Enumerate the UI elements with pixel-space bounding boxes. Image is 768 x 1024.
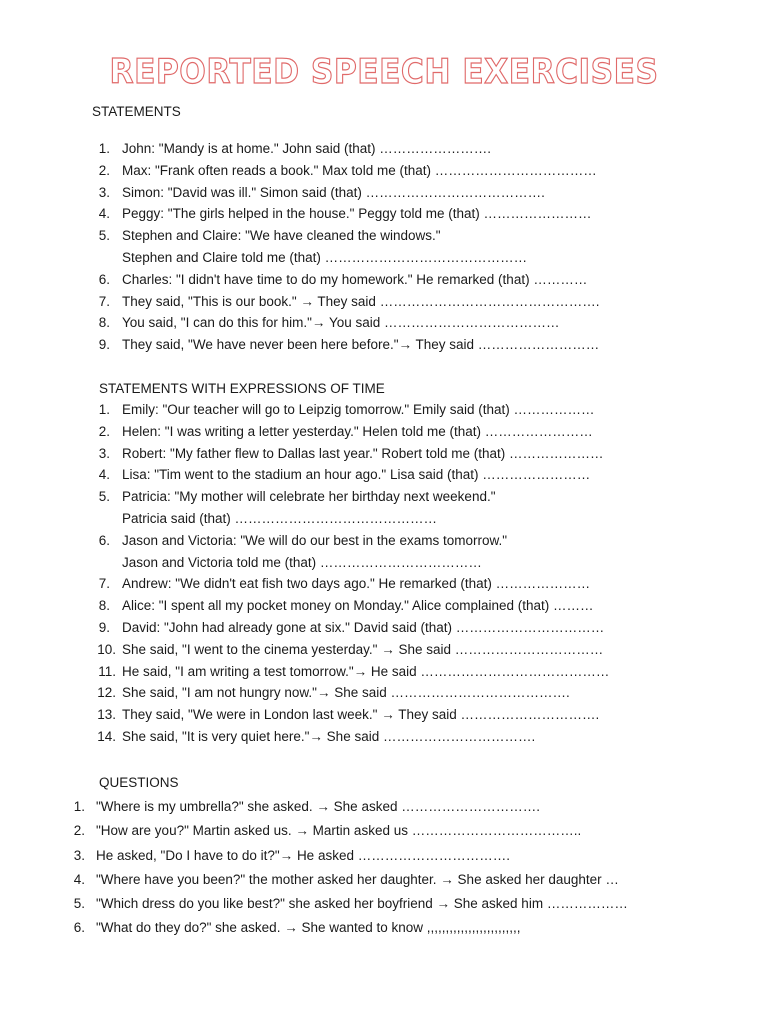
exercise-text [122, 443, 604, 465]
exercise-line: Simon: "David was ill." Simon said (that) …………………………………. [122, 184, 545, 200]
exercise-number: 1. [98, 402, 110, 417]
exercise-text [122, 160, 597, 182]
exercise-text [122, 486, 496, 530]
exercise-number: 11. [98, 663, 116, 679]
exercise-text [96, 795, 540, 819]
section-heading-time-expressions: STATEMENTS WITH EXPRESSIONS OF TIME [99, 381, 385, 396]
exercise-line: Lisa: "Tim went to the stadium an hour ago." Lisa said (that) …………………… [122, 467, 591, 483]
exercise-number: 9. [98, 619, 110, 635]
exercise-number: 6. [98, 532, 110, 548]
exercise-text [122, 421, 593, 443]
exercise-text [122, 704, 599, 726]
exercise-text [122, 334, 599, 356]
exercise-line: Robert: "My father flew to Dallas last year." Robert told me (that) ………………… [122, 445, 604, 461]
exercise-text [96, 868, 619, 892]
exercise-line: Patricia said (that) ……………………………………… [122, 510, 438, 526]
exercise-text [122, 399, 594, 421]
exercise-text [122, 182, 545, 204]
exercise-text [122, 269, 587, 291]
exercise-line: They said, "We were in London last week." → They said …………………………. [122, 707, 600, 723]
exercise-text [122, 464, 590, 486]
exercise-text [96, 844, 510, 868]
exercise-line: "How are you?" Martin asked us. → Martin asked us ……………………………….. [96, 823, 582, 839]
exercise-number: 14. [97, 728, 116, 744]
exercise-number: 1. [73, 799, 85, 814]
exercise-line: John: "Mandy is at home." John said (that) ……………………. [122, 141, 491, 156]
exercise-text [122, 138, 491, 160]
section-heading-statements: STATEMENTS [92, 104, 181, 119]
page-title: REPORTED SPEECH EXERCISES [109, 52, 659, 92]
exercise-line: Helen: "I was writing a letter yesterday." Helen told me (that) …………………… [122, 423, 593, 439]
exercise-text [122, 225, 527, 269]
exercise-number: 9. [98, 337, 110, 353]
exercise-line: Stephen and Claire: "We have cleaned the windows." [122, 228, 441, 244]
exercise-line: Max: "Frank often reads a book." Max told me (that) ……………………………… [122, 162, 597, 178]
exercise-number: 2. [73, 823, 85, 839]
exercise-line: She said, "I went to the cinema yesterday." → She said …………………………… [122, 641, 604, 657]
exercise-number: 12. [97, 685, 116, 701]
exercise-text [122, 617, 604, 639]
exercise-line: Peggy: "The girls helped in the house." Peggy told me (that) …………………… [122, 206, 592, 222]
exercise-line: Andrew: "We didn't eat fish two days ago." He remarked (that) ………………… [122, 576, 591, 592]
exercise-line: You said, "I can do this for him."→ You said ………………………………… [122, 315, 560, 331]
exercise-number: 2. [98, 423, 110, 439]
exercise-number: 5. [98, 228, 110, 244]
exercise-text [122, 530, 507, 574]
exercise-text [122, 291, 599, 313]
exercise-number: 6. [98, 271, 110, 287]
exercise-number: 3. [98, 184, 110, 200]
section-heading-questions: QUESTIONS [99, 775, 179, 790]
exercise-number: 2. [98, 162, 110, 178]
exercise-line: Charles: "I didn't have time to do my homework." He remarked (that) ………… [122, 271, 588, 287]
exercise-line: He asked, "Do I have to do it?"→ He asked ……………………………. [96, 847, 510, 863]
exercise-number: 10. [97, 641, 116, 657]
exercise-number: 4. [98, 467, 110, 483]
exercise-line: She said, "I am not hungry now."→ She said …………………………………. [122, 685, 570, 701]
exercise-line: Patricia: "My mother will celebrate her birthday next weekend." [122, 489, 496, 505]
exercise-line: David: "John had already gone at six." David said (that) …………………………… [122, 619, 605, 635]
exercise-text [122, 726, 535, 748]
exercise-number: 13. [97, 707, 116, 723]
exercise-line: He said, "I am writing a test tomorrow."→ He said …………………………………… [122, 663, 610, 679]
exercise-number: 8. [98, 598, 110, 614]
exercise-number: 8. [98, 315, 110, 331]
exercise-number: 4. [98, 206, 110, 222]
exercise-line: Emily: "Our teacher will go to Leipzig tomorrow." Emily said (that) ……………… [122, 402, 595, 417]
exercise-line: Jason and Victoria told me (that) ……………………………… [122, 554, 482, 570]
exercise-line: Jason and Victoria: "We will do our best in the exams tomorrow." [122, 532, 508, 548]
exercise-number: 6. [73, 920, 85, 936]
exercise-line: "Where have you been?" the mother asked her daughter. → She asked her daughter … [96, 871, 619, 887]
exercise-text [122, 639, 603, 661]
exercise-line: They said, "We have never been here before."→ They said ……………………… [122, 337, 600, 353]
exercise-text [122, 203, 592, 225]
exercise-text [122, 661, 609, 683]
exercise-line: Alice: "I spent all my pocket money on Monday." Alice complained (that) ……… [122, 598, 594, 614]
exercise-text [96, 916, 521, 940]
exercise-number: 3. [98, 445, 110, 461]
exercise-line: "Which dress do you like best?" she asked her boyfriend → She asked him ……………… [96, 896, 628, 912]
exercise-text [96, 892, 628, 916]
exercise-number: 7. [98, 293, 110, 309]
exercise-number: 7. [98, 576, 110, 592]
exercise-text [122, 312, 560, 334]
exercise-line: "Where is my umbrella?" she asked. → She asked …………………………. [96, 799, 540, 814]
exercise-line: Stephen and Claire told me (that) ……………………………………… [122, 249, 528, 265]
exercise-line: They said, "This is our book." → They said …………………………………………. [122, 293, 600, 309]
exercise-text [122, 595, 594, 617]
exercise-number: 1. [98, 141, 110, 156]
exercise-number: 5. [73, 896, 85, 912]
exercise-line: She said, "It is very quiet here."→ She said ……………………………. [122, 728, 536, 744]
exercise-number: 5. [98, 489, 110, 505]
exercise-line: "What do they do?" she asked. → She wanted to know ,,,,,,,,,,,,,,,,,,,,,,,,, [96, 920, 521, 936]
exercise-text [96, 819, 581, 843]
exercise-number: 4. [73, 871, 85, 887]
exercise-text [122, 573, 590, 595]
exercise-text [122, 682, 570, 704]
exercise-number: 3. [73, 847, 85, 863]
